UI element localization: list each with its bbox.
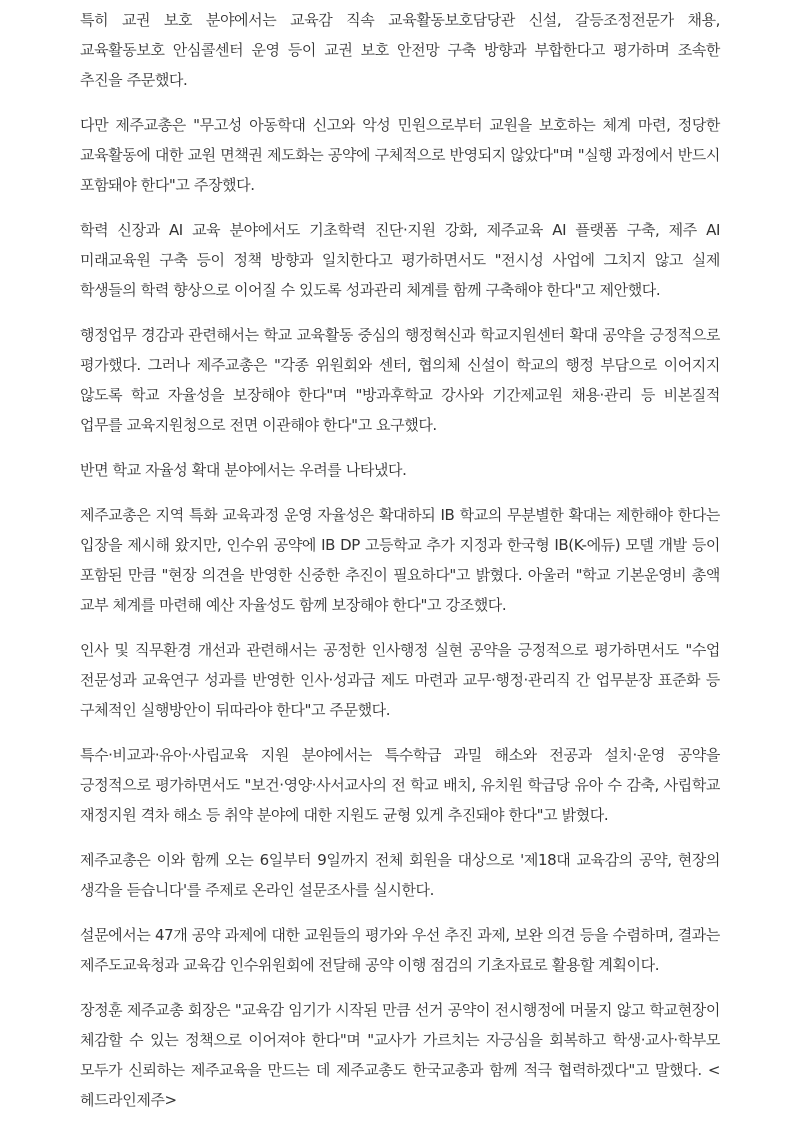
article-paragraph: 제주교총은 이와 함께 오는 6일부터 9일까지 전체 회원을 대상으로 '제18대 교육감의 공약, 현장의 생각을 듣습니다'를 주제로 온라인 설문조사를 실시한다. (80, 851, 720, 899)
article-paragraph: 특히 교권 보호 분야에서는 교육감 직속 교육활동보호담당관 신설, 갈등조정전문가 채용, 교육활동보호 안심콜센터 운영 등이 교권 보호 안전망 구축 방향과 부합한다고 평가하며 조속한 추진을 주문했다. (80, 11, 720, 89)
article-paragraph: 제주교총은 지역 특화 교육과정 운영 자율성은 확대하되 IB 학교의 무분별한 확대는 제한해야 한다는 입장을 제시해 왔지만, 인수위 공약에 IB DP 고등학교 추가 지정과 한국형 IB(K-에듀) 모델 개발 등이 포함된 만큼 "현장 의견을 반영한 신중한 추진이 필요하다"고 밝혔다. 아울러 "학교 기본운영비 총액 교부 체계를 마련해 예산 자율성도 함께 보장해야 한다"고 강조했다. (80, 506, 720, 614)
article-body (80, 5, 720, 1130)
article-paragraph: 설문에서는 47개 공약 과제에 대한 교원들의 평가와 우선 추진 과제, 보완 의견 등을 수렴하며, 결과는 제주도교육청과 교육감 인수위원회에 전달해 공약 이행 점검의 기초자료로 활용할 계획이다. (80, 926, 720, 974)
article-paragraph: 학력 신장과 AI 교육 분야에서도 기초학력 진단·지원 강화, 제주교육 AI 플랫폼 구축, 제주 AI 미래교육원 구축 등이 정책 방향과 일치한다고 평가하면서도 "전시성 사업에 그치지 않고 실제 학생들의 학력 향상으로 이어질 수 있도록 성과관리 체계를 함께 구축해야 한다"고 제안했다. (80, 221, 720, 299)
article-paragraph: 다만 제주교총은 "무고성 아동학대 신고와 악성 민원으로부터 교원을 보호하는 체계 마련, 정당한 교육활동에 대한 교원 면책권 제도화는 공약에 구체적으로 반영되지 않았다"며 "실행 과정에서 반드시 포함돼야 한다"고 주장했다. (80, 116, 720, 194)
article-paragraph: 인사 및 직무환경 개선과 관련해서는 공정한 인사행정 실현 공약을 긍정적으로 평가하면서도 "수업 전문성과 교육연구 성과를 반영한 인사·성과급 제도 마련과 교무·행정·관리직 간 업무분장 표준화 등 구체적인 실행방안이 뒤따라야 한다"고 주문했다. (80, 641, 720, 719)
article-paragraph: 행정업무 경감과 관련해서는 학교 교육활동 중심의 행정혁신과 학교지원센터 확대 공약을 긍정적으로 평가했다. 그러나 제주교총은 "각종 위원회와 센터, 협의체 신설이 학교의 행정 부담으로 이어지지 않도록 학교 자율성을 보장해야 한다"며 "방과후학교 강사와 기간제교원 채용·관리 등 비본질적 업무를 교육지원청으로 전면 이관해야 한다"고 요구했다. (80, 326, 720, 434)
article-paragraph: 반면 학교 자율성 확대 분야에서는 우려를 나타냈다. (80, 461, 407, 479)
article-paragraph: 장정훈 제주교총 회장은 "교육감 임기가 시작된 만큼 선거 공약이 전시행정에 머물지 않고 학교현장이 체감할 수 있는 정책으로 이어져야 한다"며 "교사가 가르치는 자긍심을 회복하고 학생·교사·학부모 모두가 신뢰하는 제주교육을 만드는 데 제주교총도 한국교총과 함께 적극 협력하겠다"고 말했다. <헤드라인제주> (80, 1001, 720, 1109)
article-paragraph: 특수·비교과·유아·사립교육 지원 분야에서는 특수학급 과밀 해소와 전공과 설치·운영 공약을 긍정적으로 평가하면서도 "보건·영양·사서교사의 전 학교 배치, 유치원 학급당 유아 수 감축, 사립학교 재정지원 격차 해소 등 취약 분야에 대한 지원도 균형 있게 추진돼야 한다"고 밝혔다. (80, 746, 720, 824)
